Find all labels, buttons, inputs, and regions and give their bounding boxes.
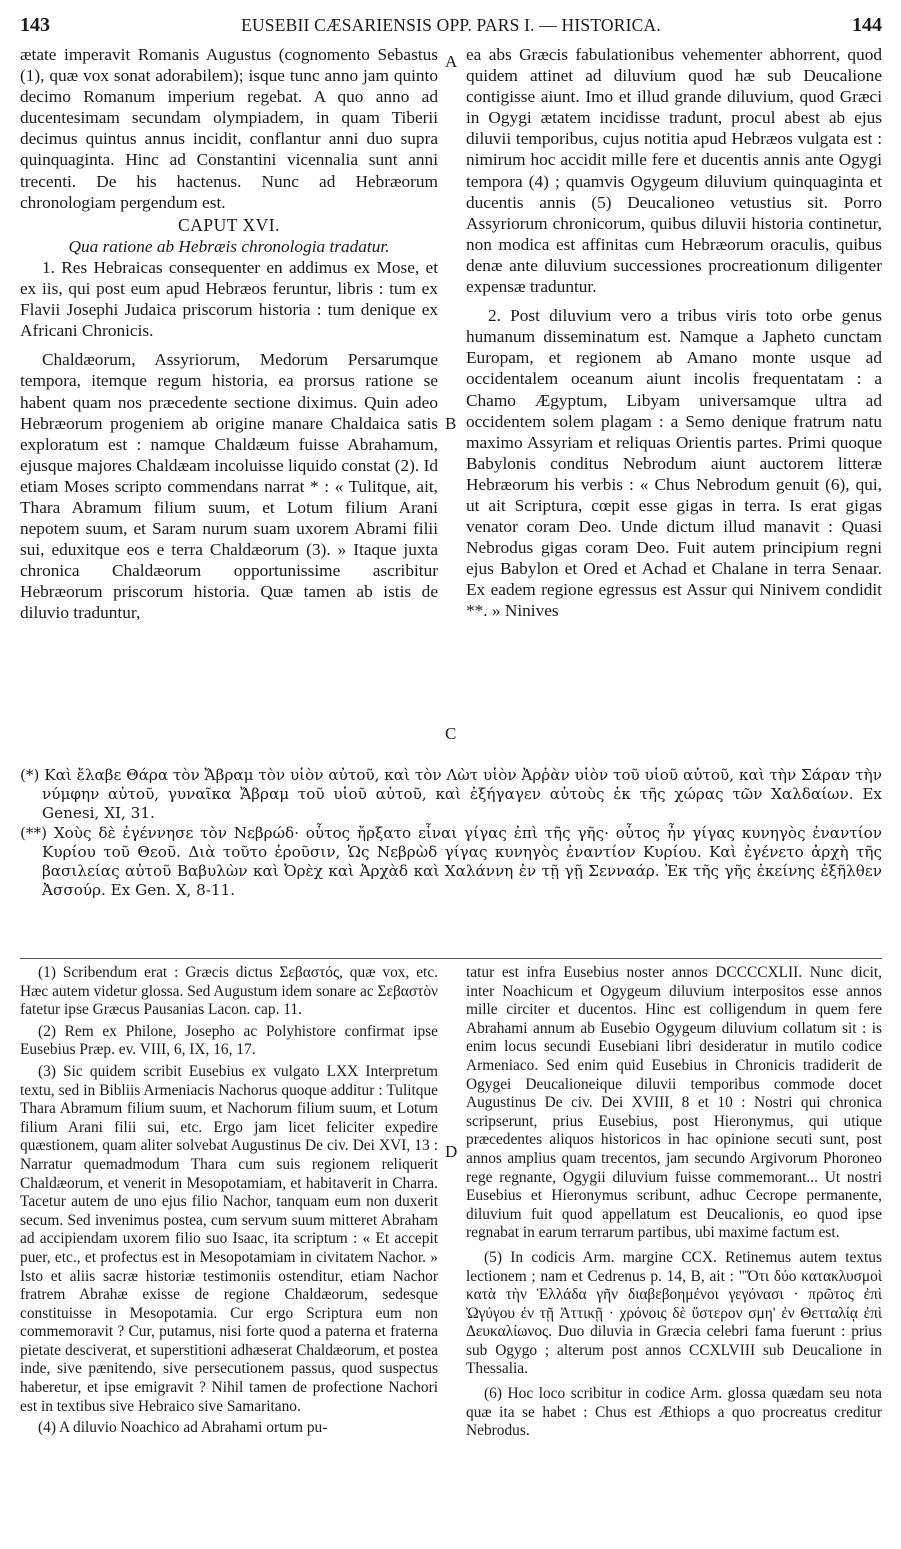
right-paragraph-2: 2. Post diluvium vero a tribus viris toto orbe genus humanum disseminatum est. Namque a Japheto cunctam Europam, et regionem ab Amano monte usque ad occidentalem oceanum aiunt incolis frequentatam : a Chamo Ægyptum, Libyam universamque ultra ad occidentem solem plagam : a Semo denique fratrum natu maximo Assyriam et reliquas Orientis partes. Primi quoque Babylonis conditus Nebrodum aiunt auctorem litteræ Hebræorum his verbis : « Chus Nebrodum genuit (6), qui, ut ait Scriptura, cœpit esse gigas in terra. Is erat gigas venator coram Deo. Unde dictum illud manavit : Quasi Nebrodus gigas coram Deo. Fuit autem principium regni ejus Babylon et Ored et Achad et Chalane in terra Senaar. Ex eadem regione egressus est Assur qui Ninivem condidit **. » Ninives [466,306,882,621]
page-number-left: 143 [20,14,50,36]
margin-letter-b: B [445,414,457,433]
footnote-2: (2) Rem ex Philone, Josepho ac Polyhistore confirmat ipse Eusebius Præp. ev. VIII, 6, IX, 16, 17. [20,1022,438,1059]
left-paragraph-1: ætate imperavit Romanis Augustus (cognomento Sebastus (1), quæ vox sonat adorabilem); isque tunc anno jam quinto decimo Romanum imperium regebat. A quo anno ad ducentesimam secundam olympiadem, in quam Tiberii decimus quintus annus incidit, conflantur anni duo supra quinquaginta. Hinc ad Constantini vicennalia sunt anni trecenti. De his hactenus. Nunc ad Hebræorum chronologiam pergendum est. [20,45,438,212]
right-paragraph-1: ea abs Græcis fabulationibus vehementer abhorrent, quod quidem attinet ad diluvium quod hæ sub Deucalione contigisse aiunt. Imo et illud grande diluvium, quod Græci in Ogygi ætatem incidisse tradunt, procul abest ab ejus diluvii temporibus, cujus notitia apud Hebræos vulgata est : nimirum hoc accidit mille fere et ducentis annis ante Ogygi tempora (4) ; quamvis Ogygeum diluvium quinquaginta et ducentis annis (5) Deucalioneo vetustius sit. Porro Assyriorum chronicorum, quibus diluvii historia continetur, non modica est affinitas cum Hebræorum oraculis, quibus denæ ante diluvium successiones procreationum diligenter expensæ traduntur. [466,45,882,297]
page-header [20,14,882,40]
running-title: EUSEBII CÆSARIENSIS OPP. PARS I. — HISTORICA. [241,15,661,35]
margin-letter-d: D [445,1142,458,1161]
left-paragraph-3: Chaldæorum, Assyriorum, Medorum Persarumque tempora, itemque regum historia, ea prorsus ratione se habent quam nos præcedente sectione diximus. Quin adeo Hebræorum progeniem ab origine manare Chaldaica satis exploratum est : namque Chaldæum fuisse Abrahamum, ejusque majores Chaldæam incoluisse liquido constat (2). Id etiam Moses scripto commendans narrat * : « Tulitque, ait, Thara Abramum filium suum, et Lotum filium Arani nepotem suum, et Saram nurum suam uxorem Abrami filii sui, eduxitque eos e terra Chaldæorum (3). » Itaque juxta chronica Chaldæorum opportunissime ascribitur Hebræorum priscorum historia. Quæ tamen ab istis de diluvio traduntur, [20,350,438,623]
left-paragraph-2: 1. Res Hebraicas consequenter en addimus ex Mose, et ex iis, qui post eum apud Hebræos feruntur, libris : tum ex Flavii Josephi Judaica priscorum historia : tum denique ex Africani Chronicis. [20,257,438,341]
footnote-6: (6) Hoc loco scribitur in codice Arm. glossa quædam seu nota quæ ita se habet : Chus est Æthiops a quo procreatus creditur Nebrodus. [466,1385,882,1440]
right-column [466,44,882,622]
greek-note-1: (*) Καὶ ἔλαβε Θάρα τὸν Ἄβραμ τὸν υἱὸν αὐτοῦ, καὶ τὸν Λὼτ υἱὸν Ἀρῥὰν υἱὸν τοῦ υἱοῦ αὐτοῦ, καὶ τὴν Σάραν τὴν νύμφην αὐτοῦ, γυναῖκα Ἄβραμ τοῦ υἱοῦ αὐτοῦ, καὶ ἐξήγαγεν αὐτοὺς ἐκ τῆς χώρας τῶν Χαλδαίων. Ex Genesi, XI, 31. [20,766,882,822]
footnote-4: (4) A diluvio Noachico ad Abrahami ortum pu- [38,1419,328,1437]
margin-letter-a: A [445,52,458,71]
greek-notes [20,766,882,900]
greek-note-2: (**) Χοὺς δὲ ἐγέννησε τὸν Νεβρώδ· οὗτος ἤρξατο εἶναι γίγας ἐπὶ τῆς γῆς· οὗτος ἦν γίγας κυνηγὸς ἐναντίον Κυρίου τοῦ Θεοῦ. Διὰ τοῦτο ἐροῦσιν, Ὡς Νεβρὼδ γίγας κυνηγὸς ἐναντίον Κυρίου. Καὶ ἐγένετο ἀρχὴ τῆς βασιλείας αὐτοῦ Βαβυλὼν καὶ Ὀρὲχ καὶ Ἀρχὰδ καὶ Χαλάννη ἐν τῇ γῇ Σενναάρ. Ἐκ τῆς γῆς ἐκείνης ἐξῆλθεν Ἀσσούρ. Ex Gen. X, 8-11. [20,824,882,899]
left-column [20,44,438,624]
footnote-5: (5) In codicis Arm. margine CCX. Retinemus autem textus lectionem ; nam et Cedrenus p. 14, B, ait : "Ὅτι δύο κατακλυσμοὶ κατὰ τὴν Ἑλλάδα γῆν διαβεβοημένοι γεγόνασι · πρῶτος ἐπὶ Ὠγύγου ἐν τῇ Ἀττικῇ · χρόνοις δὲ ὕστερον σμη' ἐν Θετταλίᾳ ἐπὶ Δευκαλίωνος. Duo diluvia in Græcia celebri fama fuerunt : prius sub Ogygo ; alterum post annos CCXLVIII sub Deucalione in Thessalia. [466,1248,882,1378]
footnote-divider [20,958,882,959]
footnote-3: (3) Sic quidem scribit Eusebius ex vulgato LXX Interpretum textu, sed in Bibliis Armeniacis Nachorus quoque additur : Tulitque Thara Abramum filium suum, et Nachorum filium suum, et Lotum filium Arani filii sui, etc. Ergo jam licet feliciter expedire quæstionem, quam aliter solvebat Augustinus De civ. Dei XVI, 13 : Narratur quemadmodum Thara cum suis regionem reliquerit Chaldæorum, et venerit in Mesopotamiam, et habitaverit in Charra. Tacetur autem de uno ejus filio Nachor, tanquam eum non duxerit secum. Sed invenimus postea, cum servum suum mitteret Abraham ad accipiendam uxorem filio suo Isaac, ita scriptum : « Et accepit puer, etc., et profectus est in Mesopotamiam in civitatem Nachor. » Isto et aliis sacræ historiæ testimoniis ostenditur, etiam Nachor fratrem Abrahæ exisse de regione Chaldæorum, sedesque constituisse in Mesopotamia. Cur ergo Scriptura eum non commemoravit ? Cur, putamus, nisi forte quod a paterna et fraterna pietate desciverat, et superstitioni adhæserat Chaldæorum, et postea inde, sive pænitendo, sive persecutionem passus, quod suspectus haberetur, et ipse emigravit ? Nihil tamen de profectione Nachori est in textibus sive Hebraico sive Samaritano. [20,1062,438,1415]
footnote-4-continued: tatur est infra Eusebius noster annos DCCCCXLII. Nunc dicit, inter Noachicum et Ogygeum diluvium interpositos esse annos mille circiter et ducentos. Hinc est colligendum in quem fere Abrahami annum ab Eusebio Ogygeum diluvium collatum sit : is enim locus secundi Eusebiani libri desideratur in mutilo codice Armeniaco. Sed enim quid Eusebius in Chronicis tradiderit de Ogygei Deucalioneique diluvii temporibus commode docet Augustinus De civ. Dei XVIII, 8 et 10 : Nostri qui chronica scripserunt, prius Eusebius, post Hieronymus, qui utique præcedentes aliquos historicos in hac opinione secuti sunt, post annos amplius quam trecentos, jam secundo Argivorum Phoroneo rege regnante, Ogygii diluvium fuisse commemorant... Ut nostri Eusebius et Hieronymus scribunt, adhuc Cecrope permanente, diluvium fuit quod appellatum est Deucalionis, eo quod ipse regnabat in earum terrarum partibus, ubi maxime factum est. [466,964,882,1242]
margin-letter-c: C [445,724,457,743]
footnotes-right [466,964,882,1441]
chapter-heading: CAPUT XVI. [178,214,280,235]
footnote-1: (1) Scribendum erat : Græcis dictus Σεβαστός, quæ vox, etc. Hæc autem videtur glossa. Sed Augustum idem sonare ac Σεβαστὸν fatetur ipse Græcus Pausanias Lacon. cap. 11. [20,964,438,1019]
page-number-right: 144 [852,14,882,36]
chapter-subtitle: Qua ratione ab Hebræis chronologia tradatur. [68,236,390,256]
footnotes-left [20,964,438,1438]
